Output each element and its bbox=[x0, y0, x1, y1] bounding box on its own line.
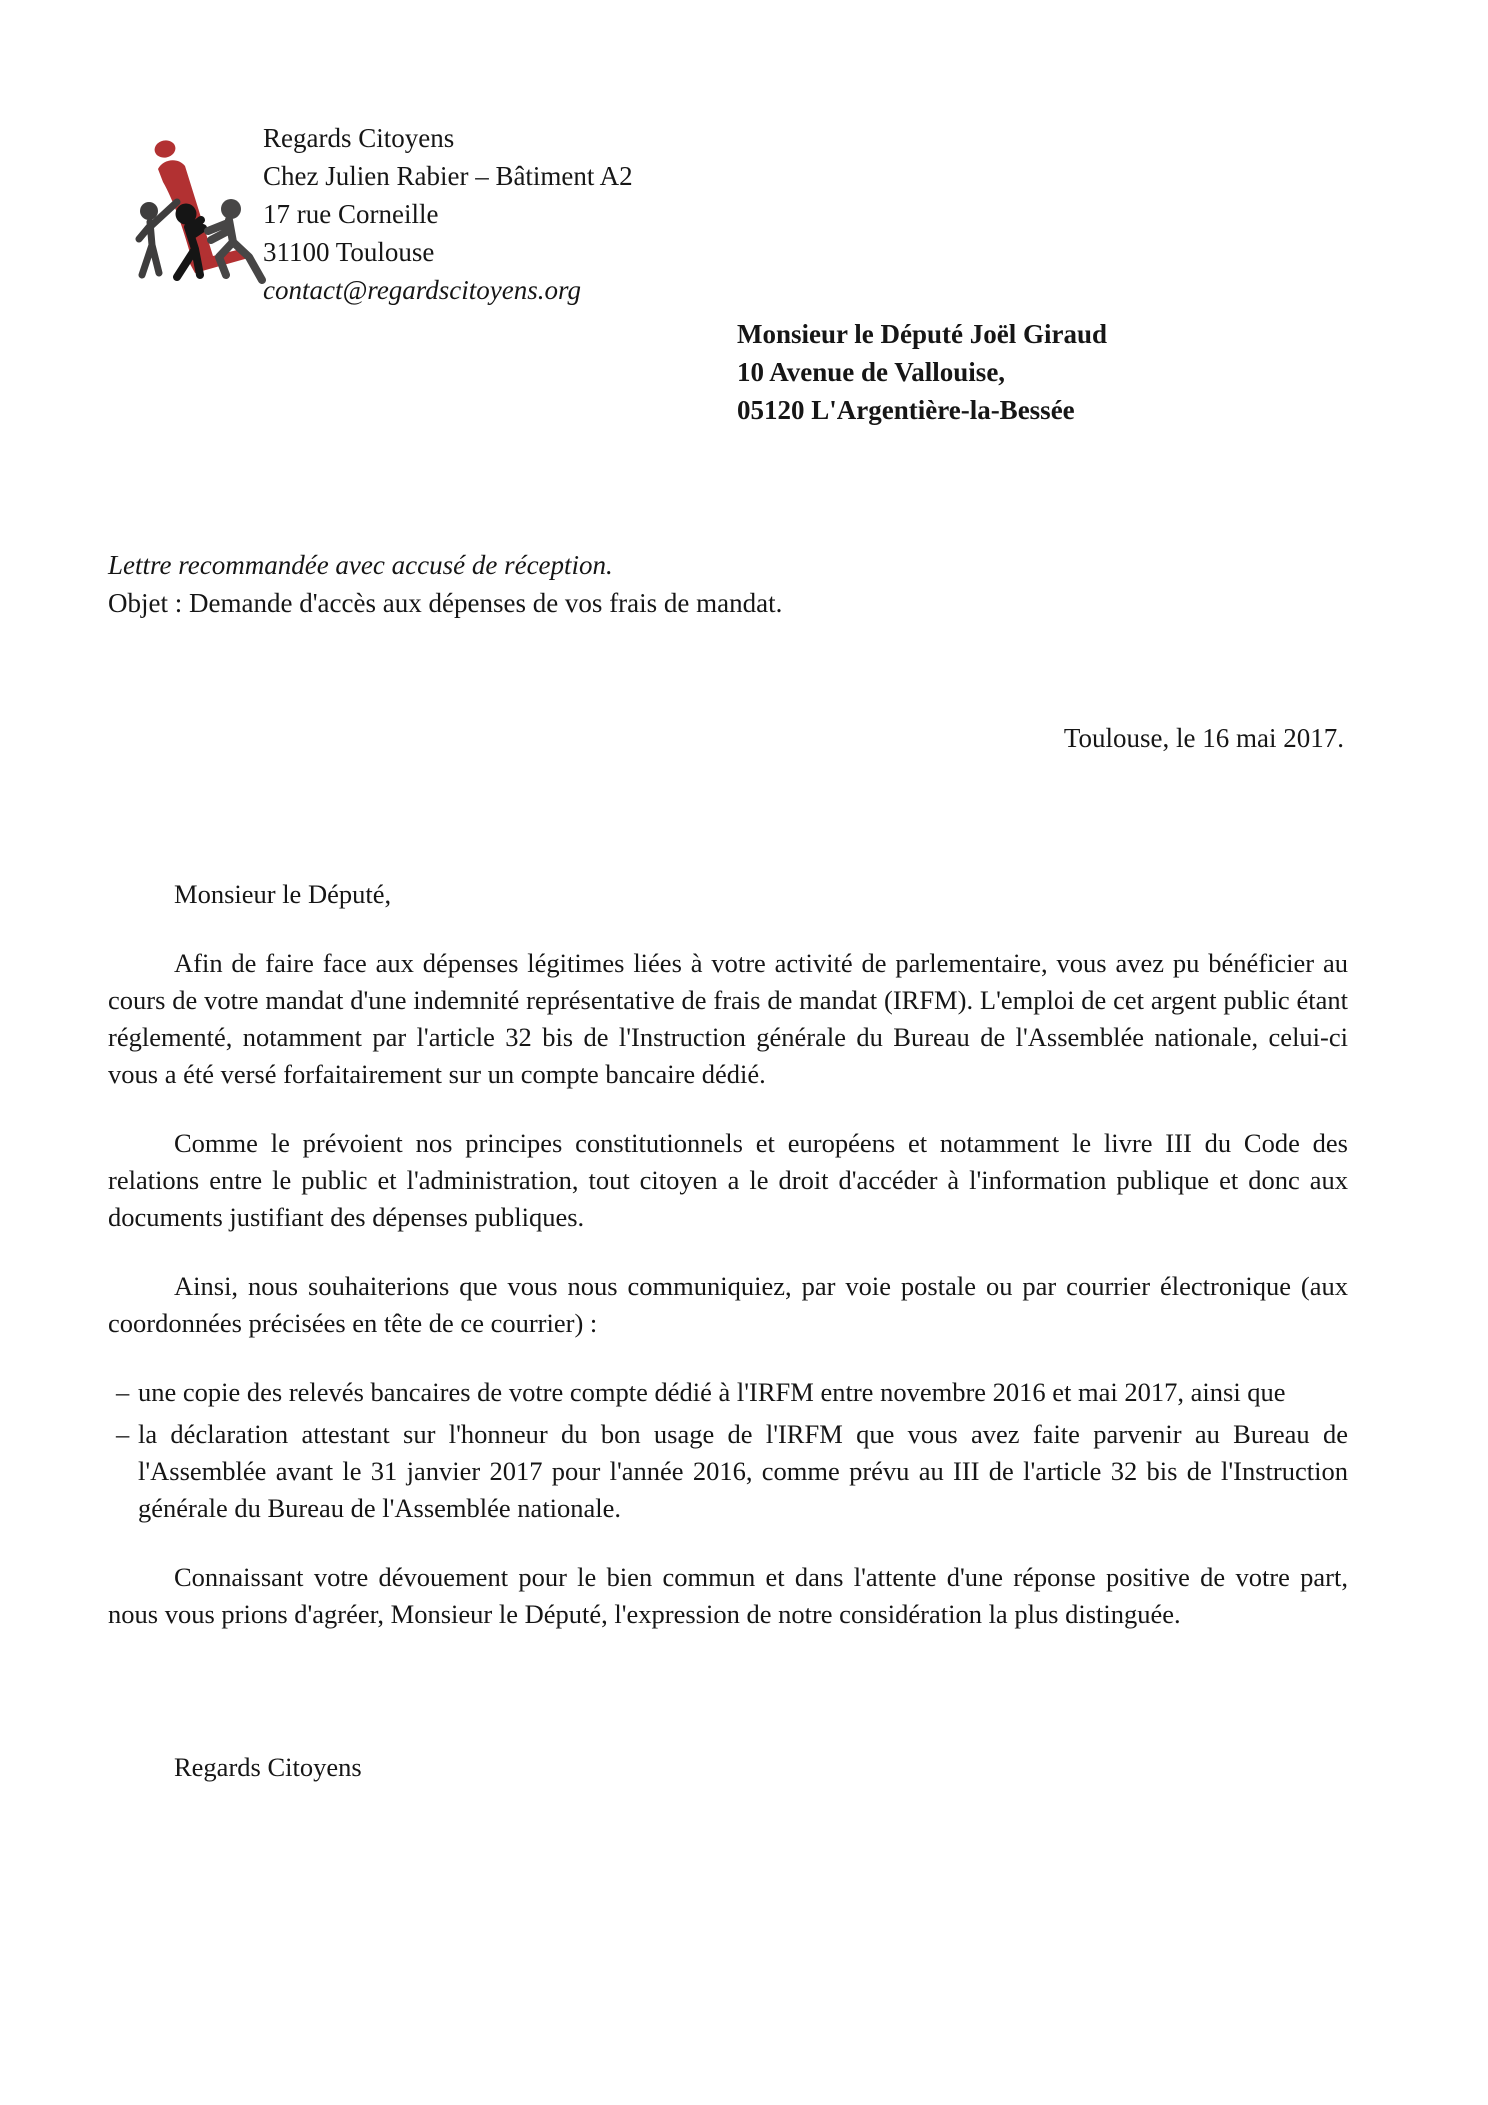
salutation: Monsieur le Député, bbox=[174, 879, 392, 909]
list-dash: – bbox=[116, 1377, 130, 1407]
organization-logo bbox=[133, 136, 271, 296]
body-paragraph: Afin de faire face aux dépenses légitimes liées à votre activité de parlementaire, vous avez pu bénéficier au cours de votre mandat d'une indemnité représentative de frais de mandat (IRFM). L'emploi de cet argent public étant réglementé, notamment par l'article 32 bis de l'Instruction générale du Bureau de l'Assemblée nationale, celui-ci vous a été versé forfaitairement sur un compte bancaire dédié. bbox=[108, 948, 1348, 1089]
request-list bbox=[108, 1374, 1348, 1527]
signature: Regards Citoyens bbox=[174, 1752, 362, 1782]
sender-address-line: Chez Julien Rabier – Bâtiment A2 bbox=[263, 161, 633, 191]
body-paragraph: Ainsi, nous souhaiterions que vous nous communiquiez, par voie postale ou par courrier électronique (aux coordonnées précisées en tête de ce courrier) : bbox=[108, 1271, 1348, 1338]
list-item-text: une copie des relevés bancaires de votre compte dédié à l'IRFM entre novembre 2016 et mai 2017, ainsi que bbox=[138, 1377, 1286, 1407]
reference-block bbox=[108, 546, 782, 622]
subject-line: Objet : Demande d'accès aux dépenses de vos frais de mandat. bbox=[108, 588, 783, 618]
registered-mail-notice: Lettre recommandée avec accusé de réception. bbox=[108, 550, 613, 580]
list-item-text: la déclaration attestant sur l'honneur du bon usage de l'IRFM que vous avez faite parvenir au Bureau de l'Assemblée avant le 31 janvier 2017 pour l'année 2016, comme prévu au III de l'article 32 bis de l'Instruction générale du Bureau de l'Assemblée nationale. bbox=[138, 1419, 1348, 1523]
logo-right-figure-head bbox=[221, 199, 241, 219]
list-item bbox=[108, 1374, 1348, 1411]
sender-address-block bbox=[263, 119, 633, 309]
letter-body bbox=[108, 876, 1348, 1786]
body-paragraph: Comme le prévoient nos principes constitutionnels et européens et notamment le livre III du Code des relations entre le public et l'administration, tout citoyen a le droit d'accéder à l'information publique et donc aux documents justifiant des dépenses publiques. bbox=[108, 1128, 1348, 1232]
closing-paragraph: Connaissant votre dévouement pour le bien commun et dans l'attente d'une réponse positive de votre part, nous vous prions d'agréer, Monsieur le Député, l'expression de notre considération la plus distinguée. bbox=[108, 1562, 1348, 1629]
sender-address-line: 31100 Toulouse bbox=[263, 237, 435, 267]
logo-right-figure-body bbox=[208, 220, 262, 280]
date-line: Toulouse, le 16 mai 2017. bbox=[1063, 723, 1344, 753]
logo-right-figure bbox=[208, 199, 262, 280]
list-item bbox=[108, 1416, 1348, 1527]
sender-email: contact@regardscitoyens.org bbox=[263, 275, 582, 305]
regards-citoyens-people-raising-i-icon bbox=[133, 136, 271, 296]
recipient-address-line: 10 Avenue de Vallouise, bbox=[737, 357, 1006, 387]
recipient-address-block bbox=[737, 315, 1107, 429]
list-dash: – bbox=[116, 1419, 130, 1449]
logo-left-figure bbox=[139, 202, 177, 275]
recipient-address-line: 05120 L'Argentière-la-Bessée bbox=[737, 395, 1075, 425]
sender-name: Regards Citoyens bbox=[263, 123, 455, 153]
sender-address-line: 17 rue Corneille bbox=[263, 199, 439, 229]
logo-i-dot bbox=[153, 139, 177, 160]
recipient-name: Monsieur le Député Joël Giraud bbox=[737, 319, 1107, 349]
